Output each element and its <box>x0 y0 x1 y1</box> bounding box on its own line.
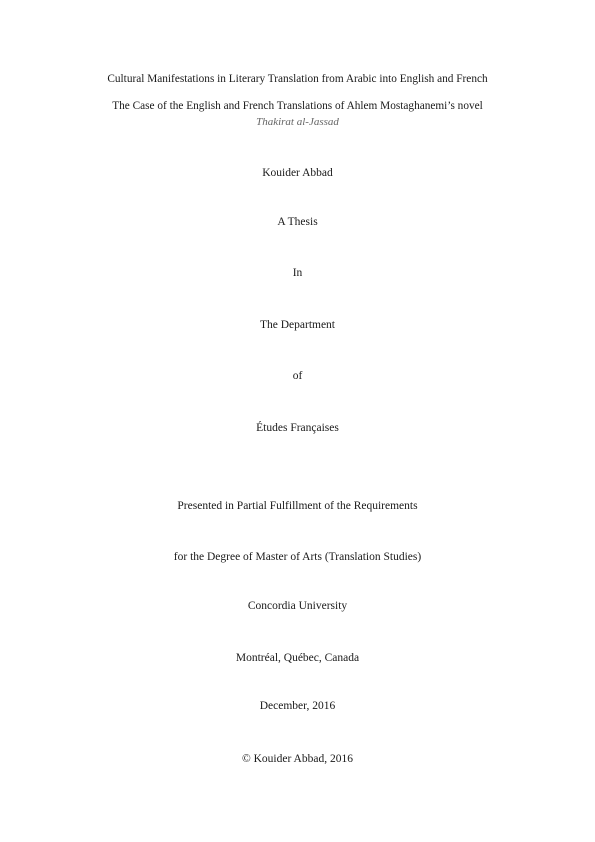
university-name: Concordia University <box>247 600 348 612</box>
in-label: In <box>292 267 303 279</box>
department-label: The Department <box>259 319 336 331</box>
thesis-title-line-2: The Case of the English and French Translations of Ahlem Mostaghanemi’s novel <box>112 100 483 112</box>
department-name: Études Françaises <box>256 422 339 434</box>
document-type: A Thesis <box>277 216 318 228</box>
author-name: Kouider Abbad <box>262 167 333 179</box>
location: Montréal, Québec, Canada <box>235 652 360 664</box>
of-label: of <box>292 370 303 382</box>
thesis-title-line-1: Cultural Manifestations in Literary Translation from Arabic into English and French <box>107 73 488 85</box>
copyright-notice: © Kouider Abbad, 2016 <box>242 753 353 765</box>
fulfillment-statement: Presented in Partial Fulfillment of the Requirements <box>177 500 418 512</box>
degree-statement: for the Degree of Master of Arts (Translation Studies) <box>173 551 422 563</box>
novel-title: Thakirat al-Jassad <box>256 116 339 128</box>
submission-date: December, 2016 <box>259 700 336 712</box>
